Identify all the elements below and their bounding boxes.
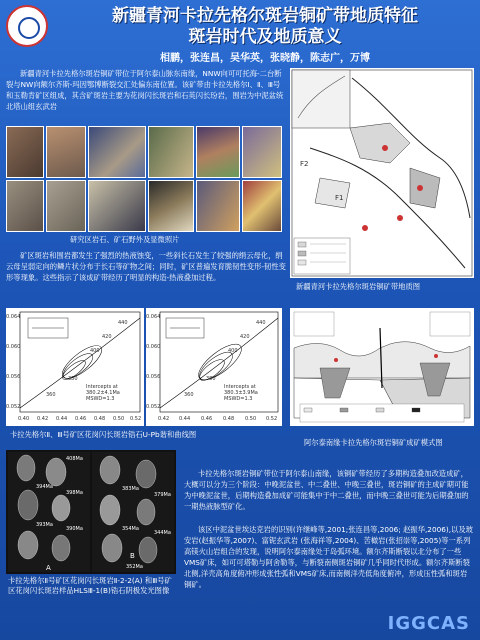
cl-age-3: 398Ma [66, 490, 83, 496]
cl-panel-tag-b: B [130, 552, 135, 560]
right-y-tick-1: 0.056 [146, 374, 161, 380]
iggcas-logo: IGGCAS [387, 613, 470, 634]
left-concordia-label-420: 420 [102, 334, 112, 340]
left-concordia-label-380: 380 [68, 376, 78, 382]
right-x-tick-2: 0.46 [201, 416, 213, 422]
left-y-tick-2: 0.060 [6, 344, 21, 350]
left-age-label: 380.2±4.1Ma [86, 390, 120, 396]
photo-grid [6, 126, 282, 232]
geological-map [290, 68, 474, 278]
right-age-label: 380.3±3.9Ma [224, 390, 258, 396]
rock-photo-4 [46, 180, 86, 232]
fault-label-f1: F1 [335, 194, 344, 202]
left-x-tick-4: 0.48 [94, 416, 106, 422]
left-x-tick-2: 0.44 [56, 416, 68, 422]
rock-photo-3 [6, 180, 44, 232]
cl-age-1: 408Ma [66, 456, 83, 462]
cl-age-4: 393Ma [36, 522, 53, 528]
cl-age-7: 379Ma [154, 492, 171, 498]
left-x-tick-3: 0.46 [75, 416, 87, 422]
left-concordia-label-440: 440 [118, 320, 128, 326]
discussion-paragraph-2: 该区中泥盆世埃达克岩的识别(许继峰等,2001;张连昌等,2006; 赵振华,2006),以及玻安岩(赵振华等,2007)、富铌玄武岩 (张海祥等,2004)、苦橄岩(张招崇等,2005)等一系列高镁火山岩组合的发现，说明阿尔泰南缘处于岛弧环境。额尔齐斯断裂以北分布了一些VMS矿床，如可可塔勒与阿舍勒等，与断裂南侧斑岩铜矿几乎同时代形成。额尔齐斯断裂北侧,洋壳高角度俯冲形成张性弧和VMS矿床,而南侧洋壳低角度俯冲，形成压性弧和斑岩铜矿。 [184, 525, 473, 589]
right-mswd-label: MSWD=1.3 [224, 396, 253, 402]
right-y-tick-3: 0.064 [146, 314, 161, 320]
cl-age-5: 390Ma [66, 526, 83, 532]
right-concordia-label-420: 420 [240, 334, 250, 340]
rock-photo-2 [46, 126, 86, 178]
left-intercept-label: Intercepts at [86, 384, 118, 390]
right-concordia-label-440: 440 [256, 320, 266, 326]
micro-photo-2 [148, 126, 194, 178]
left-concordia-label-360: 360 [46, 392, 56, 398]
left-y-tick-0: 0.052 [6, 404, 21, 410]
zircon-cl-images [6, 450, 176, 574]
poster-title [60, 6, 470, 48]
cl-age-6: 383Ma [122, 486, 139, 492]
left-y-tick-3: 0.064 [6, 314, 21, 320]
right-concordia-label-380: 380 [206, 376, 216, 382]
left-mswd-label: MSWD=1.3 [86, 396, 115, 402]
right-x-tick-5: 0.52 [266, 416, 278, 422]
map-drawing [290, 68, 474, 278]
cl-caption: 卡拉先格尔Ⅱ号矿区花岗闪长斑岩Ⅱ-2-2(A) 和Ⅲ号矿区花岗闪长斑岩样品HLSⅢ-1(B)锆石阴极发光图像 [8, 576, 172, 595]
right-intercept-label: Intercepts at [224, 384, 256, 390]
left-y-tick-1: 0.056 [6, 374, 21, 380]
right-y-tick-2: 0.060 [146, 344, 161, 350]
left-x-tick-0: 0.40 [18, 416, 30, 422]
micro-photo-7 [196, 180, 240, 232]
micro-photo-6 [148, 180, 194, 232]
cl-age-9: 344Ma [154, 530, 171, 536]
concordia-chart-right [146, 308, 282, 426]
rock-photo-1 [6, 126, 44, 178]
photos-caption: 研究区岩石、矿石野外及显微照片 [70, 235, 180, 244]
right-x-tick-4: 0.50 [245, 416, 257, 422]
micro-photo-4 [242, 126, 282, 178]
concordia-chart-left [6, 308, 144, 426]
discussion-paragraph-1: 卡拉先格尔斑岩铜矿带位于阿尔泰山南缘，该铜矿带经历了多期构造叠加改造成矿，大概可以分为三个阶段：中晚泥盆世、中二叠世、中晚三叠世，斑岩铜矿的主成矿期可能为中晚泥盆世，后期构造叠加成矿可能集中于中二叠世，而中晚三叠世可能为后期叠加的一期热液脉型矿化。 [184, 469, 469, 511]
right-y-tick-0: 0.052 [146, 404, 161, 410]
left-x-tick-6: 0.52 [130, 416, 142, 422]
map-caption: 新疆青河卡拉先格尔斑岩铜矿带地质图 [296, 282, 421, 291]
right-x-tick-0: 0.42 [158, 416, 170, 422]
concordia-caption: 卡拉先格尔Ⅱ、Ⅲ号矿区花岗闪长斑岩锆石U-Pb谐和曲线图 [10, 430, 197, 439]
micro-photo-8 [242, 180, 282, 232]
left-x-tick-1: 0.42 [37, 416, 49, 422]
right-concordia-label-400: 400 [228, 348, 238, 354]
title-line-2: 斑岩时代及地质意义 [188, 27, 342, 47]
metallogenic-model-diagram [290, 308, 474, 426]
micro-photo-3 [196, 126, 240, 178]
intro-paragraph: 新疆青河卡拉先格尔斑岩铜矿带位于阿尔泰山脉东南缘，NNW向可可托海-二台断裂与NW向额尔齐斯-玛因鄂博断裂交汇处偏东南位置。该矿带由卡拉先格尔Ⅰ、Ⅱ、Ⅲ号和玉勒肯矿区组成，其含矿斑岩主要为花岗闪长斑岩和石英闪长玢岩，围岩为中泥盆统北塔山组玄武岩 [6, 69, 284, 111]
cl-age-8: 354Ma [122, 526, 139, 532]
fault-label-f2: F2 [300, 160, 309, 168]
title-line-1: 新疆青河卡拉先格尔斑岩铜矿带地质特征 [112, 6, 418, 26]
model-caption: 阿尔泰南缘卡拉先格尔斑岩铜矿成矿模式图 [304, 438, 443, 447]
institute-logo [6, 5, 48, 47]
cl-age-10: 352Ma [126, 564, 143, 570]
right-x-tick-1: 0.44 [179, 416, 191, 422]
micro-photo-5 [88, 180, 146, 232]
cl-panel-tag-a: A [46, 564, 51, 572]
cl-age-2: 394Ma [36, 484, 53, 490]
right-concordia-label-360: 360 [184, 392, 194, 398]
right-x-tick-3: 0.48 [223, 416, 235, 422]
authors: 相鹏，张连昌，吴华英，张晓静，陈志广，万博 [160, 53, 370, 64]
left-concordia-label-400: 400 [90, 348, 100, 354]
alteration-paragraph: 矿区斑岩和围岩都发生了强烈的热液蚀变，一些斜长石发生了较强的绢云母化，绢云母呈弱定向的鳞片状分布于长石等矿物之间；同时，矿区普遍发育脆韧性变形-韧性变形等现象。这些指示了该成矿带经历了明显的构造-热液叠加过程。 [6, 251, 286, 282]
micro-photo-1 [88, 126, 146, 178]
left-x-tick-5: 0.50 [113, 416, 125, 422]
